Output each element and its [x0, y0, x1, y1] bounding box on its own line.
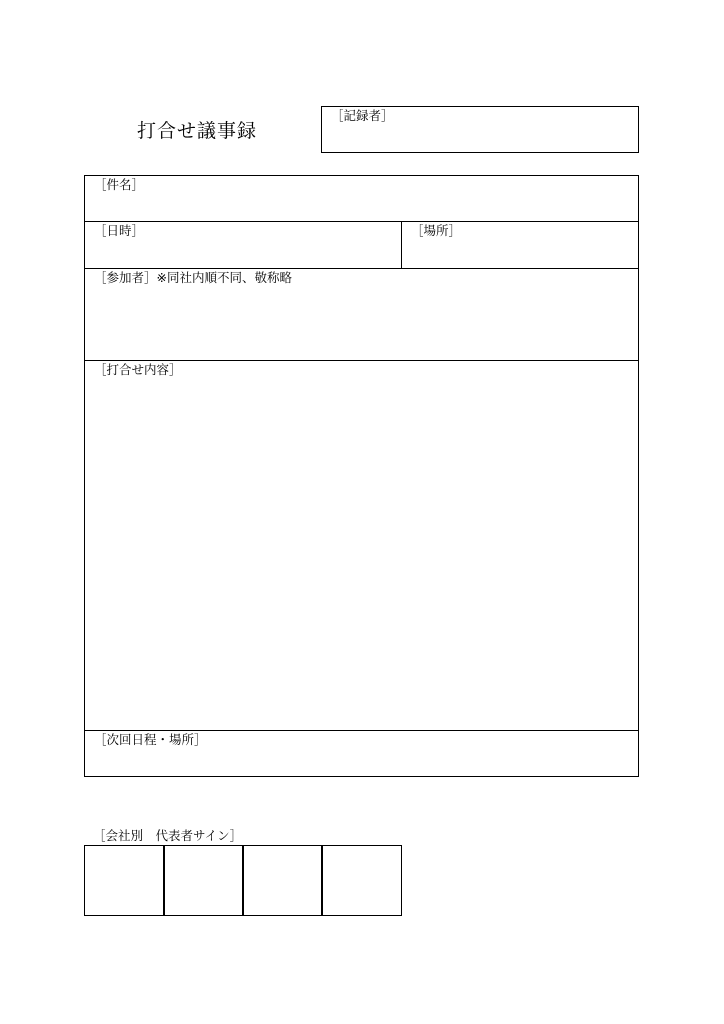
- meeting-content-field[interactable]: [84, 360, 639, 731]
- datetime-field[interactable]: [84, 221, 402, 269]
- page-title: 打合せ議事録: [137, 120, 258, 142]
- meeting-content-label: ［打合せ内容］: [94, 362, 182, 377]
- signature-box[interactable]: [84, 845, 165, 916]
- signature-box[interactable]: [321, 845, 402, 916]
- place-field[interactable]: [401, 221, 639, 269]
- participants-label: ［参加者］※同社内順不同、敬称略: [94, 270, 292, 285]
- participants-field[interactable]: [84, 268, 639, 361]
- signature-label: ［会社別 代表者サイン］: [93, 828, 243, 843]
- place-label: ［場所］: [411, 223, 462, 238]
- signature-box[interactable]: [242, 845, 323, 916]
- subject-label: ［件名］: [94, 177, 145, 192]
- next-meeting-field[interactable]: [84, 730, 639, 777]
- subject-field[interactable]: [84, 175, 639, 222]
- recorder-field[interactable]: [321, 106, 639, 153]
- signature-box[interactable]: [163, 845, 244, 916]
- recorder-label: ［記録者］: [331, 108, 394, 123]
- next-meeting-label: ［次回日程・場所］: [94, 732, 207, 747]
- datetime-label: ［日時］: [94, 223, 145, 238]
